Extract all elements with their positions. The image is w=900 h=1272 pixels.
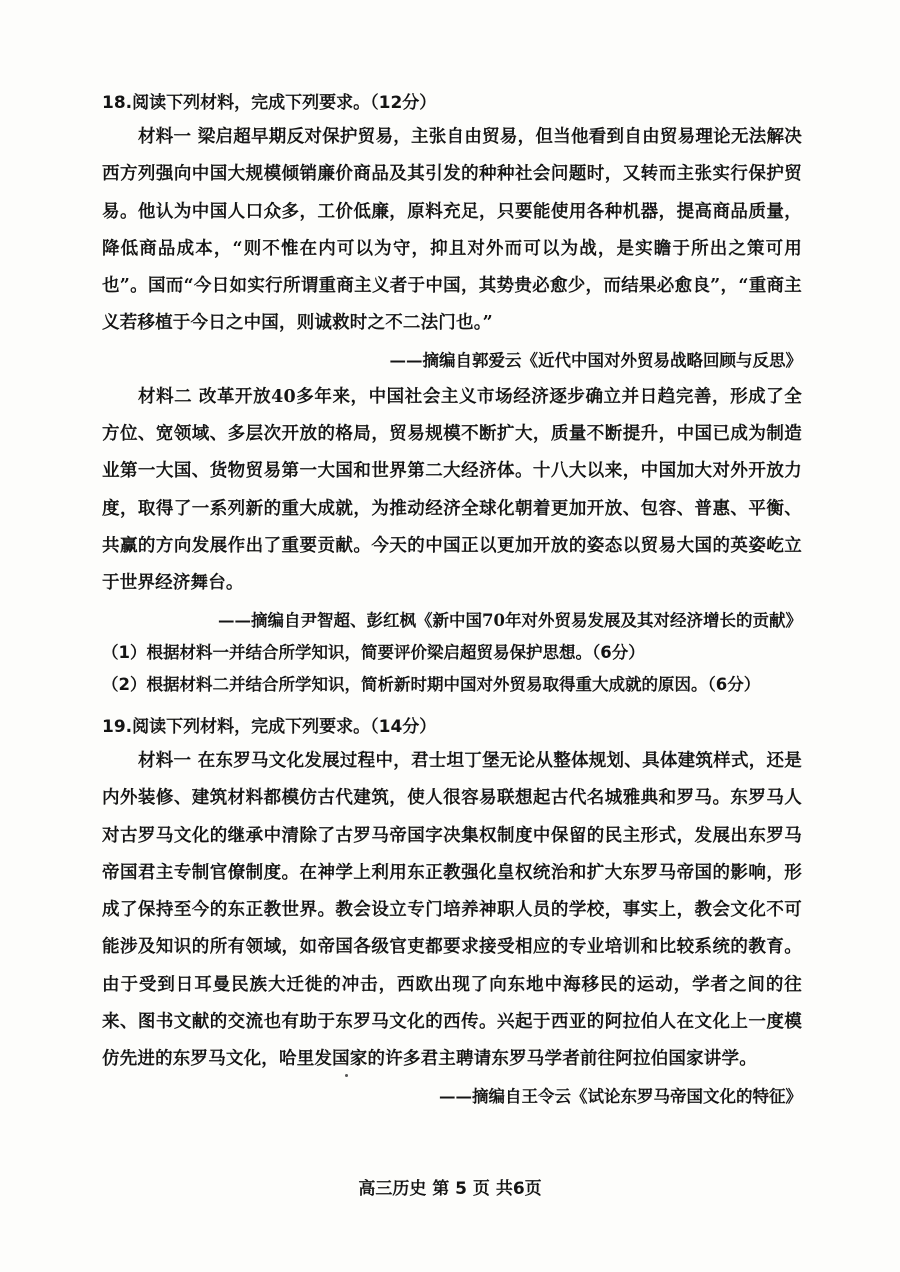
q18-material-1-source: ——摘编自郭爱云《近代中国对外贸易战略回顾与反思》 (389, 350, 802, 370)
scan-speck (345, 1074, 348, 1077)
question-19 (102, 712, 802, 1113)
q18-material-2: 材料二 改革开放40多年来，中国社会主义市场经济逐步确立并日趋完善，形成了全方位、宽领域、多层次开放的格局，贸易规模不断扩大，质量不断提升，中国已成为制造业第一大国、货物贸易第一大国和世界第二大经济体。十八大以来，中国加大对外开放力度，取得了一系列新的重大成就，为推动经济全球化朝着更加开放、包容、普惠、平衡、共赢的方向发展作出了重要贡献。今天的中国正以更加开放的姿态以贸易大国的英姿屹立于世界经济舞台。 (102, 386, 802, 594)
q18-material-1: 材料一 梁启超早期反对保护贸易，主张自由贸易，但当他看到自由贸易理论无法解决西方列强向中国大规模倾销廉价商品及其引发的种种社会问题时，又转而主张实行保护贸易。他认为中国人口众多，工价低廉，原料充足，只要能使用各种机器，提高商品质量，降低商品成本，“则不惟在内可以为守，抑且对外而可以为战，是实瞻于所出之策可用也”。国而“今日如实行所谓重商主义者于中国，其势贵必愈少，而结果必愈良”，“重商主义若移植于今日之中国，则诚救时之不二法门也。” (102, 127, 802, 334)
q18-subquestion-1: （1）根据材料一并结合所学知识，简要评价梁启超贸易保护思想。（6分） (102, 642, 645, 662)
question-18 (102, 88, 802, 701)
page-footer: 高三历史 第 5 页 共6页 (358, 1179, 542, 1199)
question-19-header: 19.阅读下列材料，完成下列要求。（14分） (102, 717, 437, 737)
q18-subquestion-2: （2）根据材料二并结合所学知识，简析新时期中国对外贸易取得重大成就的原因。（6分） (102, 674, 761, 694)
q19-material-1-source: ——摘编自王令云《试论东罗马帝国文化的特征》 (439, 1086, 802, 1106)
q18-material-2-source: ——摘编自尹智超、彭红枫《新中国70年对外贸易发展及其对经济增长的贡献》 (218, 610, 802, 630)
q19-material-1: 材料一 在东罗马文化发展过程中，君士坦丁堡无论从整体规划、具体建筑样式，还是内外装修、建筑材料都模仿古代建筑，使人很容易联想起古代名城雅典和罗马。东罗马人对古罗马文化的继承中清除了古罗马帝国字决集权制度中保留的民主形式，发展出东罗马帝国君主专制官僚制度。在神学上利用东正教强化皇权统治和扩大东罗马帝国的影响，形成了保持至今的东正教世界。教会设立专门培养神职人员的学校，事实上，教会文化不可能涉及知识的所有领域，如帝国各级官吏都要求接受相应的专业培训和比较系统的教育。由于受到日耳曼民族大迁徙的冲击，西欧出现了向东地中海移民的运动，学者之间的往来、图书文献的交流也有助于东罗马文化的西传。兴起于西亚的阿拉伯人在文化上一度模仿先进的东罗马文化，哈里发国家的许多君主聘请东罗马学者前往阿拉伯国家讲学。 (102, 751, 802, 1070)
question-18-header: 18.阅读下列材料，完成下列要求。（12分） (102, 93, 437, 113)
